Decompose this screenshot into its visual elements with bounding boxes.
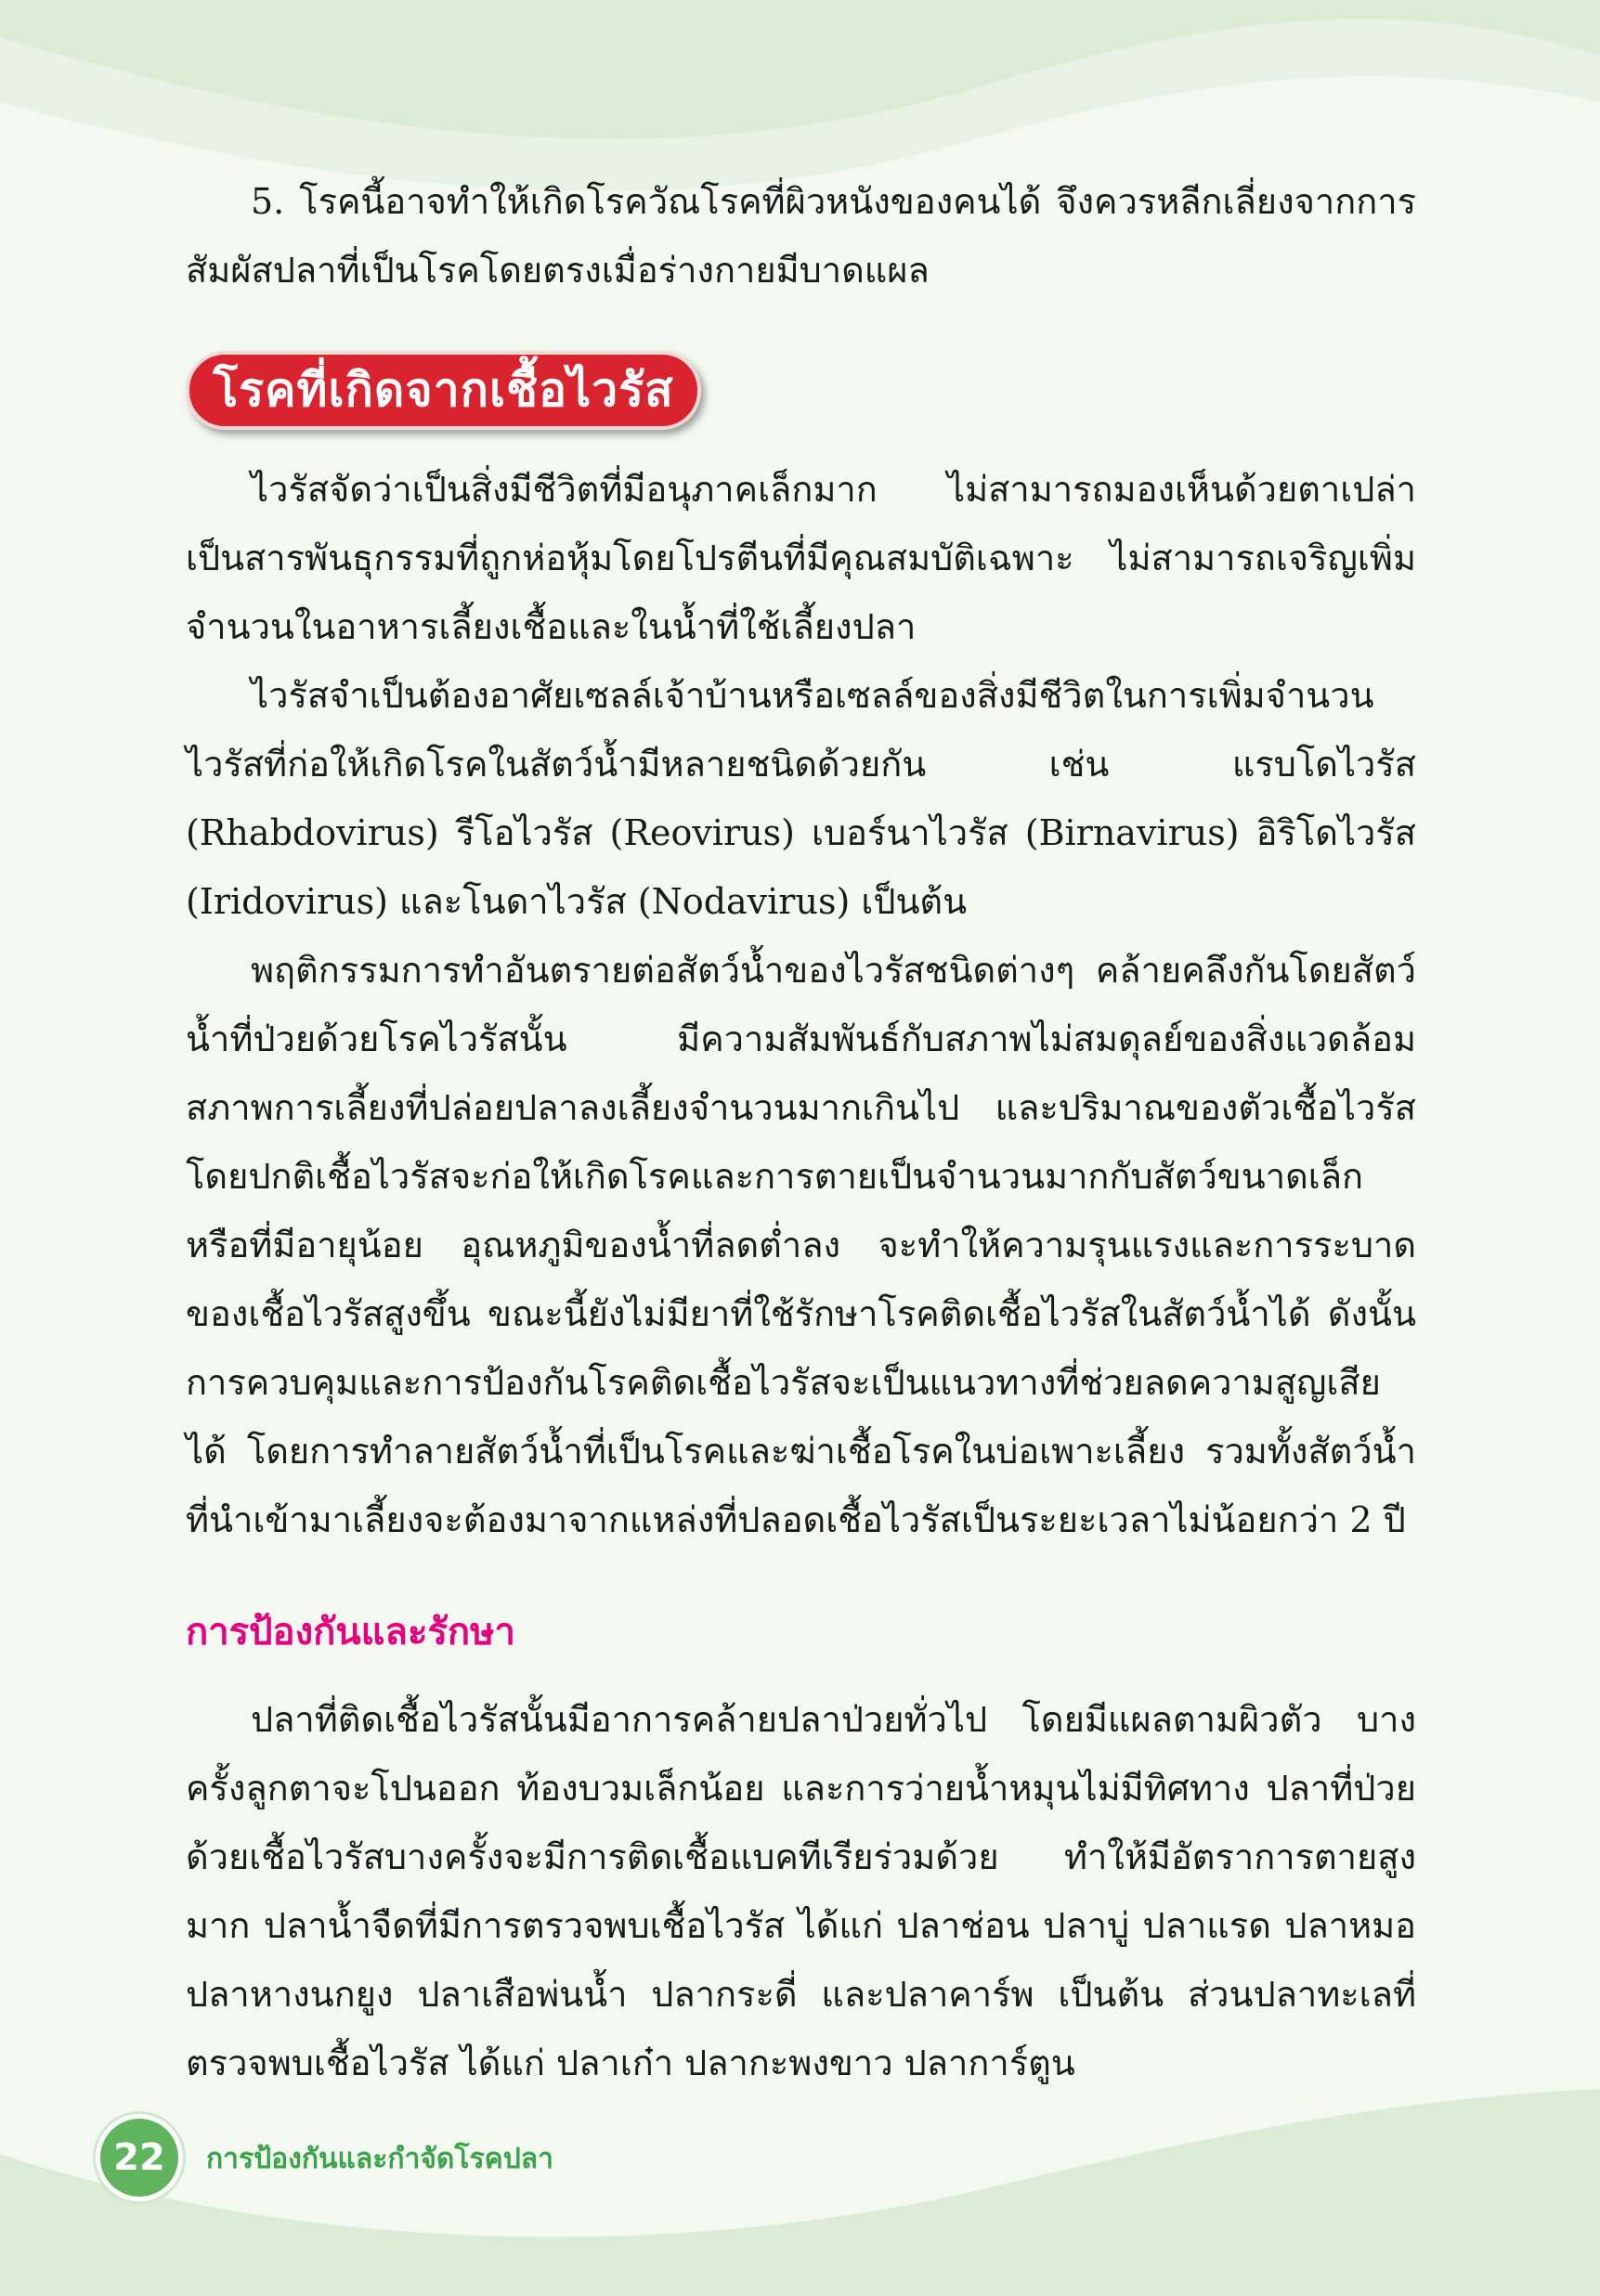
treatment-paragraph: ปลาที่ติดเชื้อไวรัสนั้นมีอาการคล้ายปลาป่วยทั่วไป โดยมีแผลตามผิวตัว บางครั้งลูกตาจะโปนออก ท้องบวมเล็กน้อย และการว่ายน้ำหมุนไม่มีทิศทาง ปลาที่ป่วยด้วยเชื้อไวรัสบางครั้งจะมีการติดเชื้อแบคทีเรียร่วมด้วย ทำให้มีอัตราการตายสูงมาก ปลาน้ำจืดที่มีการตรวจพบเชื้อไวรัส ได้แก่ ปลาช่อน ปลาบู่ ปลาแรด ปลาหมอ ปลาหางนกยูง ปลาเสือพ่นน้ำ ปลากระดี่ และปลาคาร์พ เป็นต้น ส่วนปลาทะเลที่ตรวจพบเชื้อไวรัส ได้แก่ ปลาเก๋า ปลากะพงขาว ปลาการ์ตูน	[186, 1699, 1416, 2083]
page-number-badge	[96, 2114, 183, 2201]
paragraph-2: ไวรัสจำเป็นต้องอาศัยเซลล์เจ้าบ้านหรือเซลล์ของสิ่งมีชีวิตในการเพิ่มจำนวน ไวรัสที่ก่อให้เกิดโรคในสัตว์น้ำมีหลายชนิดด้วยกัน เช่น แรบโดไวรัส (Rhabdovirus) รีโอไวรัส (Reovirus) เบอร์นาไวรัส (Birnavirus) อิริโดไวรัส (Iridovirus) และโนดาไวรัส (Nodavirus) เป็นต้น	[186, 675, 1416, 922]
page-number: 22	[113, 2136, 165, 2179]
section-title-banner	[186, 351, 701, 430]
paragraph-1: ไวรัสจัดว่าเป็นสิ่งมีชีวิตที่มีอนุภาคเล็กมาก ไม่สามารถมองเห็นด้วยตาเปล่า เป็นสารพันธุกรรมที่ถูกห่อหุ้มโดยโปรตีนที่มีคุณสมบัติเฉพาะ ไม่สามารถเจริญเพิ่มจำนวนในอาหารเลี้ยงเชื้อและในน้ำที่ใช้เลี้ยงปลา	[186, 469, 1416, 647]
section-title: โรคที่เกิดจากเชื้อไวรัส	[213, 363, 674, 417]
paragraph-3: พฤติกรรมการทำอันตรายต่อสัตว์น้ำของไวรัสชนิดต่างๆ คล้ายคลึงกันโดยสัตว์น้ำที่ป่วยด้วยโรคไวรัสนั้น มีความสัมพันธ์กับสภาพไม่สมดุลย์ของสิ่งแวดล้อม สภาพการเลี้ยงที่ปล่อยปลาลงเลี้ยงจำนวนมากเกินไป และปริมาณของตัวเชื้อไวรัส โดยปกติเชื้อไวรัสจะก่อให้เกิดโรคและการตายเป็นจำนวนมากกับสัตว์ขนาดเล็กหรือที่มีอายุน้อย อุณหภูมิของน้ำที่ลดต่ำลง จะทำให้ความรุนแรงและการระบาดของเชื้อไวรัสสูงขึ้น ขณะนี้ยังไม่มียาที่ใช้รักษาโรคติดเชื้อไวรัสในสัตว์น้ำได้ ดังนั้นการควบคุมและการป้องกันโรคติดเชื้อไวรัสจะเป็นแนวทางที่ช่วยลดความสูญเสียได้ โดยการทำลายสัตว์น้ำที่เป็นโรคและฆ่าเชื้อโรคในบ่อเพาะเลี้ยง รวมทั้งสัตว์น้ำที่นำเข้ามาเลี้ยงจะต้องมาจากแหล่งที่ปลอดเชื้อไวรัสเป็นระยะเวลาไม่น้อยกว่า 2 ปี	[186, 950, 1416, 1540]
subheading-prevention: การป้องกันและรักษา	[186, 1611, 515, 1654]
item-5-text: 5. โรคนี้อาจทำให้เกิดโรควัณโรคที่ผิวหนังของคนได้ จึงควรหลีกเลี่ยงจากการสัมผัสปลาที่เป็นโรคโดยตรงเมื่อร่างกายมีบาดแผล	[186, 181, 1416, 291]
footer-book-title: การป้องกันและกำจัดโรคปลา	[206, 2143, 553, 2175]
